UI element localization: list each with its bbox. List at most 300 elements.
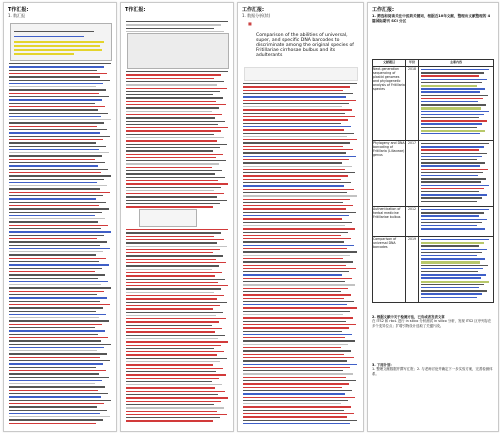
highlight-line: [14, 49, 102, 51]
text-line: [421, 181, 481, 182]
text-line: [9, 406, 97, 407]
text-line: [421, 185, 489, 186]
row-content: [419, 141, 494, 207]
text-line: [126, 288, 221, 289]
text-line: [421, 82, 482, 83]
text-line: [126, 394, 218, 395]
journal-logo: ■: [248, 21, 252, 26]
text-line: [243, 195, 357, 196]
text-line: [243, 334, 352, 335]
text-line: [9, 403, 104, 404]
text-line: [126, 31, 224, 32]
text-line: [126, 187, 221, 188]
text-line: [9, 149, 99, 150]
text-line: [9, 419, 103, 420]
text-line: [9, 165, 98, 166]
document-page-1: [3, 2, 117, 432]
text-line: [421, 123, 482, 124]
text-line: [243, 367, 350, 368]
document-page-4: [367, 2, 499, 432]
text-line: [243, 400, 348, 401]
text-line: [243, 258, 343, 259]
text-line: [126, 167, 212, 168]
text-line: [243, 136, 347, 137]
text-line: [9, 169, 108, 170]
text-line: [9, 287, 111, 288]
row-title: Authentication of herbal medicine Fritillariae bulbus: [373, 207, 406, 237]
text-line: [243, 268, 356, 269]
text-line: [126, 127, 228, 128]
text-line: [9, 353, 107, 354]
text-line: [126, 246, 227, 247]
text-line: [243, 284, 355, 285]
text-line: [243, 311, 350, 312]
text-line: [126, 255, 223, 256]
text-line: [126, 282, 218, 283]
text-line: [243, 298, 344, 299]
text-line: [9, 205, 99, 206]
text-line: [9, 139, 103, 140]
text-line: [9, 327, 95, 328]
text-line: [126, 193, 224, 194]
text-line: [243, 406, 351, 407]
text-line: [126, 378, 219, 379]
text-line: [243, 172, 355, 173]
text-line: [126, 331, 215, 332]
text-line: [126, 387, 215, 388]
text-line: [243, 232, 348, 233]
text-line: [126, 358, 227, 359]
text-line: [9, 254, 96, 255]
text-line: [9, 93, 99, 94]
text-line: [9, 113, 108, 114]
text-line: [126, 312, 223, 313]
article-title: Comparison of the abilities of universal, super, and specific DNA barcodes to discriminate among the original species of Fritillariae cirrhosae bulbus and its adulterants: [256, 33, 354, 58]
text-line: [243, 265, 346, 266]
text-line: [9, 304, 110, 305]
text-line: [243, 149, 353, 150]
text-line: [126, 101, 216, 102]
text-line: [243, 139, 357, 140]
text-line: [9, 63, 111, 64]
text-line: [243, 321, 346, 322]
text-line: [9, 119, 111, 120]
text-line: [9, 410, 107, 411]
text-line: [9, 195, 103, 196]
text-line: [9, 172, 101, 173]
text-line: [9, 301, 100, 302]
text-line: [9, 218, 105, 219]
row-content: [419, 207, 494, 237]
text-line: [421, 91, 480, 92]
lead-paragraph: 1. 筛选和阅读关注中医药关键词，根据近10年文献，整理出文献整理的 4 篇国际期刊 SCI 分区: [372, 14, 491, 23]
text-line: [421, 127, 477, 128]
text-line: [9, 73, 107, 74]
text-line: [243, 133, 354, 134]
text-line: [9, 268, 102, 269]
text-line: [421, 239, 489, 240]
text-line: [243, 212, 356, 213]
page-subtitle: 1. 数汇报: [8, 13, 26, 18]
text-line: [126, 130, 221, 131]
page-subtitle: 1. 数据分析(续): [242, 13, 271, 18]
text-line: [126, 183, 228, 184]
text-line: [421, 281, 489, 283]
text-line: [243, 103, 349, 104]
text-line: [9, 311, 96, 312]
text-line: [126, 298, 217, 299]
text-line: [243, 390, 352, 391]
text-line: [126, 325, 212, 326]
text-line: [9, 208, 109, 209]
text-line: [9, 175, 111, 176]
text-line: [243, 86, 350, 87]
text-line: [9, 297, 107, 298]
text-line: [421, 212, 484, 213]
text-line: [126, 414, 227, 415]
text-line: [126, 71, 228, 72]
text-line: [421, 209, 489, 210]
text-line: [243, 129, 344, 130]
text-line: [126, 318, 226, 319]
text-line: [421, 215, 479, 216]
header-year: 年份: [406, 60, 419, 67]
header-content: 主要内容: [419, 60, 494, 67]
text-line: [421, 120, 487, 121]
text-line: [243, 166, 352, 167]
text-line: [243, 314, 343, 315]
text-line: [9, 373, 99, 374]
text-line: [126, 411, 217, 412]
text-line: [126, 28, 214, 29]
text-line: [126, 147, 220, 148]
row-content: [419, 67, 494, 141]
text-line: [9, 231, 111, 232]
text-line: [126, 173, 215, 174]
text-line: [126, 371, 216, 372]
text-line: [243, 225, 345, 226]
text-line: [126, 341, 228, 342]
text-line: [126, 177, 225, 178]
text-line: [243, 222, 352, 223]
text-line: [243, 357, 354, 358]
text-line: [421, 255, 477, 256]
text-line: [243, 245, 354, 246]
text-line: [9, 228, 101, 229]
text-line: [421, 101, 478, 102]
text-line: [126, 157, 216, 158]
text-line: [421, 104, 486, 105]
section-3: [372, 363, 494, 376]
text-line: [9, 344, 111, 345]
text-line: [126, 242, 217, 243]
figure-image: [127, 33, 229, 69]
text-line: [126, 200, 227, 201]
row-title: Next-generation sequencing of plastid genomes and phylogenetic analysis of Fritillaria species: [373, 67, 406, 141]
text-line: [421, 293, 482, 294]
text-line: [9, 188, 100, 189]
text-line: [9, 370, 106, 371]
text-line: [9, 261, 99, 262]
text-line: [421, 162, 485, 163]
text-line: [243, 360, 347, 361]
text-line: [243, 106, 342, 107]
text-line: [126, 321, 219, 322]
text-line: [243, 199, 350, 200]
text-line: [9, 70, 97, 71]
text-line: [9, 238, 97, 239]
text-line: [9, 258, 106, 259]
page-title: 工作汇报:: [372, 7, 394, 13]
text-line: [243, 288, 348, 289]
text-line: [126, 381, 212, 382]
text-line: [421, 98, 483, 99]
text-line: [243, 182, 351, 183]
text-line: [243, 159, 349, 160]
section-2: [372, 315, 494, 328]
text-line: [126, 203, 220, 204]
text-line: [9, 103, 95, 104]
text-line: [243, 301, 354, 302]
text-line: [9, 86, 96, 87]
text-line: [9, 76, 100, 77]
row-title: Phylogeny and DNA barcoding of Fritillaria (Liliaceae) genus: [373, 141, 406, 207]
text-line: [243, 423, 350, 424]
row-year: 2018: [406, 67, 419, 141]
highlight-line: [14, 45, 100, 47]
text-line: [9, 202, 106, 203]
text-line: [9, 106, 105, 107]
text-line: [9, 142, 96, 143]
text-line: [9, 122, 104, 123]
text-line: [14, 31, 94, 32]
text-line: [243, 185, 344, 186]
text-line: [9, 400, 111, 401]
page-title: T作汇报:: [8, 7, 29, 13]
text-line: [126, 150, 213, 151]
text-line: [9, 132, 100, 133]
section-2-heading: 2. 根据文献中关于检测方法，已有或者发表文章: [372, 315, 445, 319]
table-row: [373, 141, 494, 207]
text-line: [9, 360, 110, 361]
text-line: [126, 259, 216, 260]
text-line: [421, 258, 485, 259]
text-line: [126, 391, 225, 392]
text-line: [126, 134, 214, 135]
text-line: [9, 185, 107, 186]
text-line: [9, 162, 105, 163]
text-line: [421, 69, 489, 70]
text-line: [9, 340, 101, 341]
text-line: [9, 347, 104, 348]
text-line: [9, 357, 100, 358]
text-line: [126, 144, 227, 145]
text-line: [9, 99, 102, 100]
text-line: [421, 284, 484, 285]
text-line: [243, 241, 344, 242]
text-line: [243, 189, 354, 190]
text-line: [126, 401, 221, 402]
text-line: [9, 320, 109, 321]
text-line: [243, 96, 346, 97]
text-line: [243, 416, 347, 417]
text-line: [243, 175, 348, 176]
text-line: [9, 235, 104, 236]
text-line: [9, 291, 104, 292]
section-3-heading: 3. 下周计划：: [372, 363, 394, 367]
text-line: [126, 335, 225, 336]
text-line: [421, 172, 483, 173]
text-line: [421, 175, 478, 176]
text-line: [243, 192, 347, 193]
text-line: [421, 156, 482, 157]
text-line: [9, 126, 97, 127]
text-line: [126, 104, 226, 105]
text-line: [243, 403, 341, 404]
text-line: [421, 79, 487, 80]
text-line: [421, 197, 482, 198]
text-line: [243, 238, 351, 239]
text-line: [9, 136, 110, 137]
text-line: [126, 239, 224, 240]
text-line: [126, 295, 224, 296]
text-line: [126, 163, 219, 164]
text-line: [9, 215, 95, 216]
text-line: [126, 84, 217, 85]
text-line: [126, 81, 224, 82]
text-line: [243, 413, 354, 414]
text-line: [9, 334, 98, 335]
highlight-line: [14, 53, 74, 55]
text-line: [126, 74, 221, 75]
text-line: [243, 380, 356, 381]
text-line: [126, 338, 218, 339]
text-line: [421, 268, 483, 269]
text-line: [243, 370, 343, 371]
text-line: [126, 94, 213, 95]
diagram-image: [139, 209, 197, 227]
row-year: 2017: [406, 141, 419, 207]
text-line: [126, 78, 214, 79]
text-line: [9, 179, 104, 180]
text-line: [9, 241, 107, 242]
text-line: [9, 251, 103, 252]
text-line: [243, 410, 344, 411]
text-line: [9, 294, 97, 295]
text-line: [243, 109, 352, 110]
text-line: [126, 137, 224, 138]
text-line: [243, 261, 353, 262]
text-line: [243, 350, 351, 351]
text-line: [126, 265, 219, 266]
text-line: [126, 140, 217, 141]
text-line: [126, 275, 215, 276]
text-line: [243, 100, 356, 101]
text-line: [126, 24, 221, 25]
text-line: [14, 36, 84, 37]
text-line: [9, 152, 109, 153]
highlight-line: [14, 41, 104, 43]
table-header-row: [373, 60, 494, 67]
text-line: [9, 198, 96, 199]
text-line: [126, 308, 213, 309]
text-line: [9, 317, 99, 318]
text-line: [9, 393, 108, 394]
text-line: [421, 249, 487, 250]
text-line: [126, 206, 213, 207]
text-line: [243, 420, 357, 421]
text-line: [243, 235, 341, 236]
text-line: [421, 130, 485, 132]
text-line: [9, 416, 110, 417]
literature-table: [372, 59, 494, 303]
text-line: [9, 212, 102, 213]
text-line: [9, 159, 95, 160]
text-line: [243, 179, 341, 180]
text-line: [9, 350, 97, 351]
text-line: [243, 248, 347, 249]
text-line: [9, 83, 103, 84]
text-line: [243, 281, 345, 282]
text-line: [243, 304, 347, 305]
text-line: [126, 417, 220, 418]
text-line: [243, 307, 357, 308]
text-line: [243, 218, 342, 219]
text-line: [126, 252, 213, 253]
text-line: [243, 317, 353, 318]
text-line: [9, 423, 96, 424]
text-line: [9, 330, 105, 331]
text-line: [9, 225, 108, 226]
text-line: [421, 219, 487, 220]
text-line: [421, 88, 485, 89]
text-line: [126, 384, 222, 385]
text-line: [126, 420, 213, 421]
text-line: [421, 245, 479, 246]
text-line: [9, 129, 107, 130]
text-line: [243, 383, 349, 384]
text-line: [421, 225, 477, 226]
text-line: [243, 228, 355, 229]
text-line: [243, 90, 343, 91]
text-line: [9, 383, 95, 384]
text-line: [9, 264, 109, 265]
text-line: [126, 328, 222, 329]
text-line: [9, 281, 108, 282]
text-line: [126, 364, 213, 365]
text-line: [243, 113, 345, 114]
text-line: [126, 354, 217, 355]
text-line: [9, 116, 101, 117]
text-line: [126, 404, 214, 405]
text-line: [243, 347, 341, 348]
text-line: [9, 248, 110, 249]
text-line: [421, 146, 484, 147]
text-line: [243, 274, 342, 275]
text-line: [9, 96, 109, 97]
text-line: [421, 242, 484, 244]
text-line: [421, 228, 485, 229]
text-line: [421, 117, 479, 118]
text-line: [9, 192, 110, 193]
text-line: [126, 88, 227, 89]
text-line: [126, 292, 214, 293]
text-line: [126, 107, 219, 108]
text-line: [126, 302, 227, 303]
text-line: [9, 89, 106, 90]
text-line: [243, 116, 355, 117]
text-line: [421, 169, 488, 170]
